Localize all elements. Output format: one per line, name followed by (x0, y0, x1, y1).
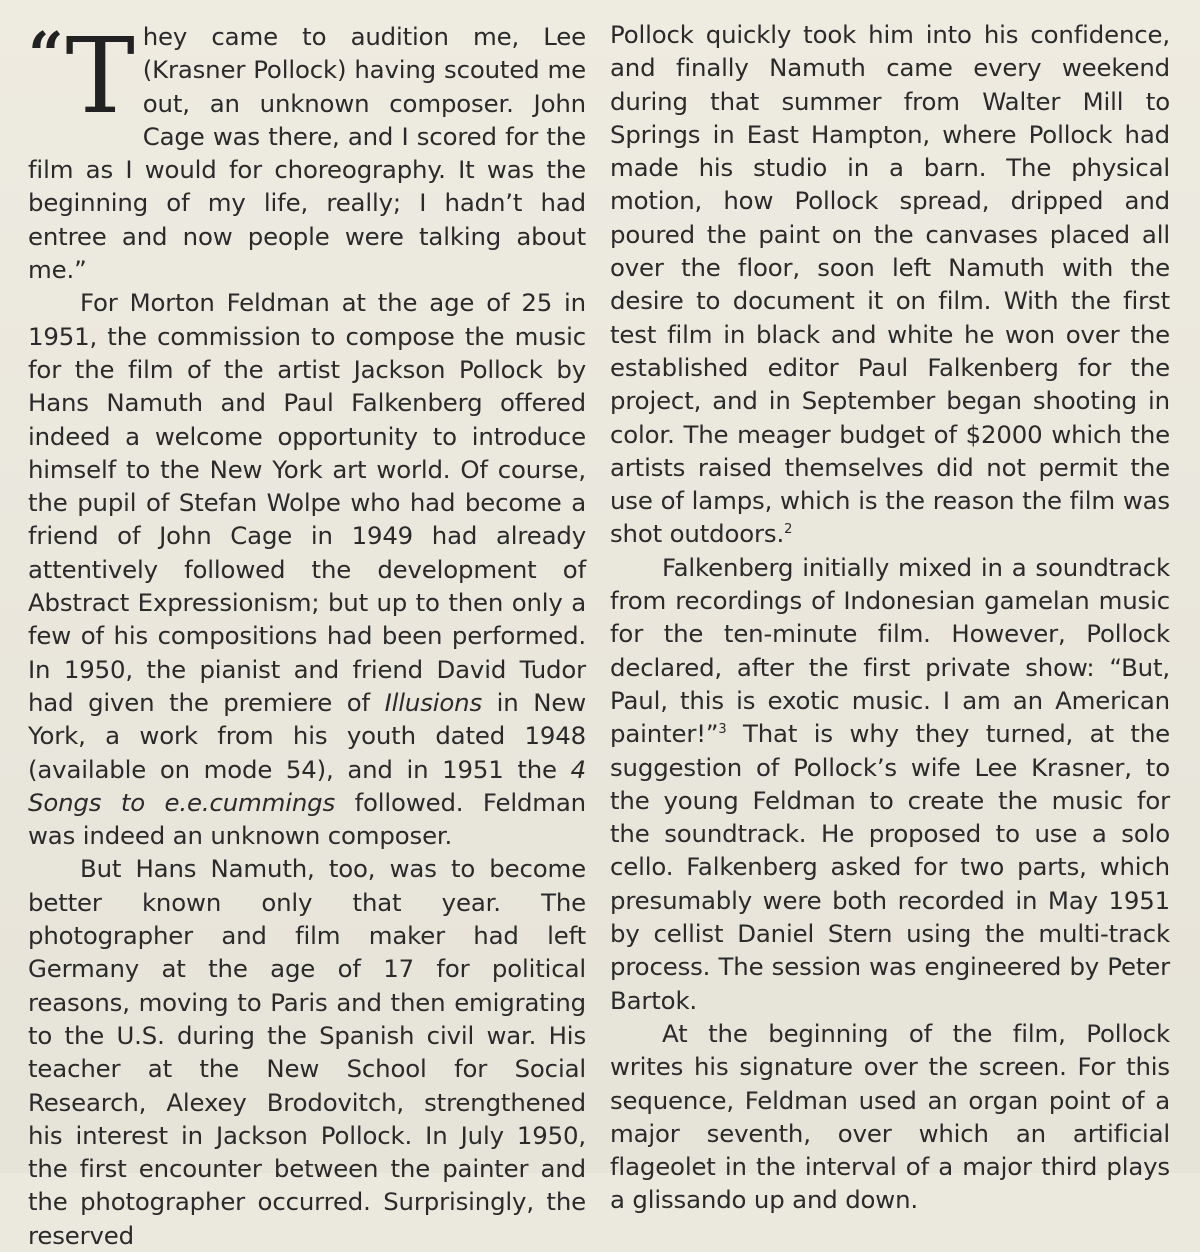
paragraph-text: That is why they turned, at the suggestion of Pollock’s wife Lee Krasner, to the young Feldman to create the music for the soundtrack. He proposed to use a solo cello. Falkenberg asked for two parts, which presumably were both recorded in May 1951 by cellist Daniel Stern using the multi-track process. The session was engineered by Peter Bartok. (610, 719, 1170, 1015)
paragraph-signature-sequence: At the beginning of the film, Pollock writes his signature over the screen. For this sequence, Feldman used an organ point of a major seventh, over which an artificial flageolet in the interval of a major third plays a glissando up and down. (610, 1018, 1170, 1215)
footnote-marker: 2 (784, 522, 793, 538)
paragraph-soundtrack (610, 551, 1170, 1017)
paragraph-feldman-commission (28, 286, 586, 852)
work-title-songs: 4 Songs to e.e.cummings (28, 754, 586, 817)
right-column (610, 18, 1170, 1217)
drop-cap (28, 15, 135, 137)
paragraph-namuth: But Hans Namuth, too, was to become better known only that year. The photographer and film maker had left Germany at the age of 17 for political reasons, moving to Paris and then emigrating to the U.S. during the Spanish civil war. His teacher at the New School for Social Research, Alexey Brodovitch, strengthened his interest in Jackson Pollock. In July 1950, the first encounter between the painter and the photographer occurred. Surprisingly, the reserved (28, 854, 586, 1250)
left-column (28, 15, 586, 1252)
opening-quote-text: hey came to audition me, Lee (Krasner Pollock) having scouted me out, an unknown composer. John Cage was there, and I scored for the film as I would for choreography. It was the beginning of my life, really; I hadn’t had entree and now people were talking about me.” (28, 22, 586, 285)
paragraph-text: For Morton Feldman at the age of 25 in 1951, the commission to compose the music for the film of the artist Jackson Pollock by Hans Namuth and Paul Falkenberg offered indeed a welcome opportunity to introduce himself to the New York art world. Of course, the pupil of Stefan Wolpe who had become a friend of John Cage in 1949 had already attentively followed the development of Abstract Expressionism; but up to then only a few of his compositions had been performed. In 1950, the pianist and friend David Tudor had given the premiere of (28, 288, 586, 717)
paragraph-text: in New York, a work from his youth dated 1948 (available on mode 54), and in 1951 the (28, 687, 586, 784)
opening-quote-paragraph (28, 15, 586, 286)
paragraph-pollock-confidence (610, 18, 1170, 551)
paragraph-text: Pollock quickly took him into his confidence, and finally Namuth came every weekend during that summer from Walter Mill to Springs in East Hampton, where Pollock had made his studio in a barn. The physical motion, how Pollock spread, dripped and poured the paint on the canvases placed all over the floor, soon left Namuth with the desire to document it on film. With the first test film in black and white he won over the established editor Paul Falkenberg for the project, and in September began shooting in color. The meager budget of $2000 which the artists raised themselves did not permit the use of lamps, which is the reason the film was shot outdoors. (610, 20, 1170, 549)
drop-cap-letter: T (65, 15, 135, 137)
paragraph-text: Falkenberg initially mixed in a soundtrack from recordings of Indonesian gamelan music for the ten-minute film. However, Pollock declared, after the first private show: “But, Paul, this is exotic music. I am an American painter!” (610, 552, 1170, 749)
footnote-marker: 3 (718, 722, 727, 738)
work-title-illusions: Illusions (384, 687, 483, 717)
open-quote-mark: “ (28, 18, 64, 91)
paragraph-text: followed. Feldman was indeed an unknown composer. (28, 787, 586, 851)
